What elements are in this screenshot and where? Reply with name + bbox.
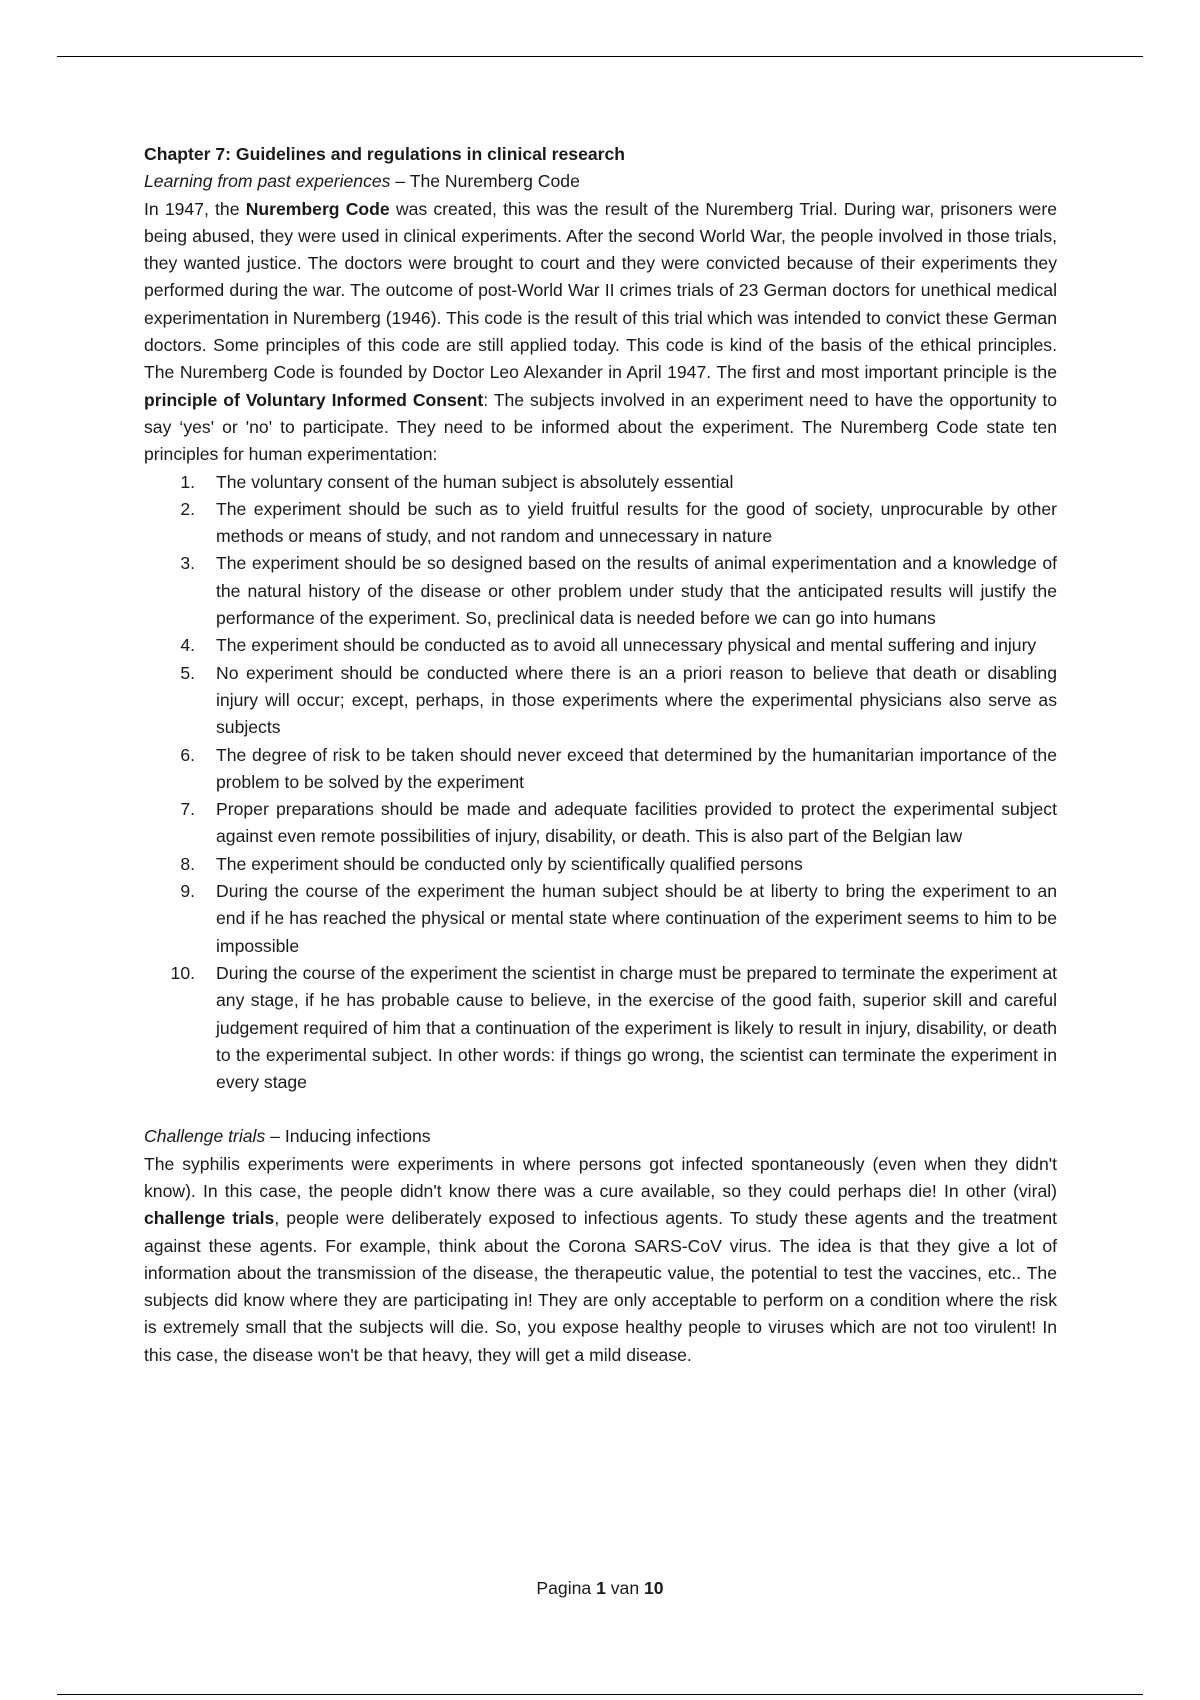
list-item-text: Proper preparations should be made and adequate facilities provided to protect the experimental subject against even remote possibilities of injury, disability, or death. This is also part of the Belgian law [216, 799, 1057, 847]
list-item-text: The experiment should be so designed based on the results of animal experimentation and a knowledge of the natural history of the disease or other problem under study that the anticipated results will justify the performance of the experiment. So, preclinical data is needed before we can go into humans [216, 553, 1057, 629]
principles-list [144, 469, 1057, 1097]
page-footer [0, 1578, 1200, 1599]
bold-term: Nuremberg Code [245, 198, 390, 219]
text-run: , people were deliberately exposed to infectious agents. To study these agents and the treatment against these agents. For example, think about the Corona SARS-CoV virus. The idea is that they give a lot of information about the transmission of the disease, the therapeutic value, the potential to test the vaccines, etc.. The subjects did know where they are participating in! They are only acceptable to perform on a condition where the risk is extremely small that the subjects will die. So, you expose healthy people to viruses which are not too virulent! In this case, the disease won't be that heavy, they will get a mild disease. [144, 1208, 1057, 1365]
nuremberg-paragraph [144, 196, 1057, 469]
list-item [144, 878, 1057, 960]
list-item [144, 960, 1057, 1096]
list-item-number: 4. [180, 635, 195, 656]
list-item-text: The experiment should be such as to yield fruitful results for the good of society, unprocurable by other methods or means of study, and not random and unnecessary in nature [216, 498, 1057, 547]
list-item-number: 8. [180, 853, 195, 874]
section-heading-challenge [144, 1123, 1057, 1150]
section-heading-rest: – The Nuremberg Code [390, 171, 580, 192]
footer-separator: van [605, 1578, 645, 1598]
text-run: In 1947, the [144, 198, 246, 219]
footer-total-pages: 10 [644, 1578, 664, 1598]
list-item-text: The experiment should be conducted only by scientifically qualified persons [216, 853, 803, 874]
list-item-number: 1. [180, 471, 195, 492]
chapter-title: Chapter 7: Guidelines and regulations in clinical research [144, 144, 626, 164]
bold-term: principle of Voluntary Informed Consent [144, 389, 484, 410]
paragraph-gap [144, 1096, 1057, 1123]
list-item-text: No experiment should be conducted where there is an a priori reason to believe that death or disabling injury will occur; except, perhaps, in those experiments where the experimental physicians also serve as subjects [216, 662, 1057, 738]
list-item-number: 7. [180, 799, 195, 820]
section-heading-italic: Challenge trials [144, 1126, 266, 1147]
list-item [144, 660, 1057, 742]
list-item-number: 9. [180, 881, 195, 902]
section-heading-rest: – Inducing infections [265, 1126, 431, 1147]
list-item [144, 496, 1057, 551]
list-item [144, 469, 1057, 496]
list-item-text: The voluntary consent of the human subject is absolutely essential [216, 471, 734, 492]
list-item-number: 10. [170, 962, 195, 983]
footer-rule [57, 1694, 1143, 1695]
list-item [144, 796, 1057, 851]
bold-term: challenge trials [144, 1208, 275, 1229]
list-item [144, 742, 1057, 797]
text-run: The syphilis experiments were experiments in where persons got infected spontaneously (even when they didn't know). In this case, the people didn't know there was a cure available, so they could perhaps die! In other (viral) [144, 1153, 1057, 1201]
text-run: was created, this was the result of the Nuremberg Trial. During war, prisoners were being abused, they were used in clinical experiments. After the second World War, the people involved in those trials, they wanted justice. The doctors were brought to court and they were convicted because of their experiments they performed during the war. The outcome of post-World War II crimes trials of 23 German doctors for unethical medical experimentation in Nuremberg (1946). This code is the result of this trial which was intended to convict these German doctors. Some principles of this code are still applied today. This code is kind of the basis of the ethical principles. The Nuremberg Code is founded by Doctor Leo Alexander in April 1947. The first and most important principle is the [144, 198, 1057, 383]
footer-label: Pagina [536, 1578, 597, 1598]
challenge-paragraph [144, 1151, 1057, 1369]
list-item [144, 550, 1057, 632]
section-heading-italic: Learning from past experiences [144, 171, 391, 192]
list-item-number: 3. [180, 553, 195, 574]
text-run: : The subjects involved in an experiment need to have the opportunity to say ‘yes' or 'no' to participate. They need to be informed about the experiment. The Nuremberg Code state ten principles for human experimentation: [144, 389, 1058, 465]
section-heading-nuremberg [144, 168, 1057, 195]
document-body [144, 141, 1057, 1369]
list-item [144, 851, 1057, 878]
list-item [144, 632, 1057, 659]
list-item-number: 2. [180, 498, 195, 519]
list-item-number: 5. [180, 662, 195, 683]
list-item-text: The experiment should be conducted as to avoid all unnecessary physical and mental suffering and injury [216, 635, 1037, 656]
header-rule [57, 56, 1143, 57]
list-item-text: During the course of the experiment the human subject should be at liberty to bring the experiment to an end if he has reached the physical or mental state where continuation of the experiment seems to him to be impossible [216, 881, 1057, 956]
list-item-text: The degree of risk to be taken should never exceed that determined by the humanitarian importance of the problem to be solved by the experiment [216, 744, 1057, 792]
footer-current-page: 1 [596, 1578, 606, 1598]
list-item-number: 6. [180, 744, 195, 765]
list-item-text: During the course of the experiment the scientist in charge must be prepared to terminate the experiment at any stage, if he has probable cause to believe, in the exercise of the good faith, superior skill and careful judgement required of him that a continuation of the experiment is likely to result in injury, disability, or death to the experimental subject. In other words: if things go wrong, the scientist can terminate the experiment in every stage [216, 962, 1057, 1093]
